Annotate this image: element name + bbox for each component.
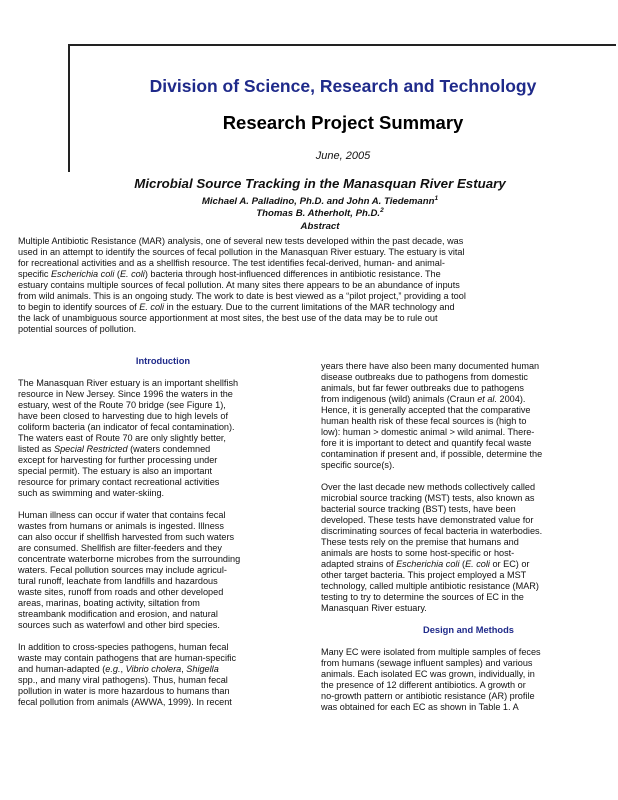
publication-date: June, 2005 bbox=[315, 150, 371, 162]
text-line: In addition to cross-species pathogens, human fecal bbox=[18, 642, 229, 652]
text-line: spp., and many viral pathogens). Thus, human fecal bbox=[18, 675, 228, 685]
abstract-line: for recreational activities and as a shellfish resource. The test identifies fecal-derived, human- and animal- bbox=[18, 258, 445, 268]
text-line: The Manasquan River estuary is an important shellfish bbox=[18, 378, 239, 388]
text-line: was obtained for each EC as shown in Table 1. A bbox=[321, 702, 519, 712]
text-line: Over the last decade new methods collectively called bbox=[321, 482, 536, 492]
paragraph bbox=[18, 378, 308, 499]
affiliation-mark: 1 bbox=[434, 195, 439, 202]
text-line: technology, called multiple antibiotic resistance (MAR) bbox=[321, 581, 539, 591]
right-column bbox=[321, 361, 616, 713]
text-line: areas, marinas, boating activity, siltation from bbox=[18, 598, 200, 608]
text-line: the presence of 12 different antibiotics. A growth or bbox=[321, 680, 526, 690]
text-line: animals, but far fewer outbreaks due to pathogens bbox=[321, 383, 524, 393]
introduction-heading: Introduction bbox=[135, 356, 191, 366]
abstract-line: used in an attempt to identify the sources of fecal pollution in the Manasquan River estuary. The estuary is vital bbox=[18, 247, 465, 257]
text-line: The waters east of Route 70 are only slightly better, bbox=[18, 433, 226, 443]
text-line: no-growth pattern or antibiotic resistance (AR) profile bbox=[321, 691, 535, 701]
text-line: animals are hosts to some host-specific or host- bbox=[321, 548, 515, 558]
abstract-line: potential sources of pollution. bbox=[18, 324, 137, 334]
text-line: testing to try to determine the sources of EC in the bbox=[321, 592, 524, 602]
text-line: Manasquan River estuary. bbox=[321, 603, 427, 613]
paragraph bbox=[18, 510, 308, 631]
text-line: except for harvesting for further processing under bbox=[18, 455, 218, 465]
text-line: adapted strains of Escherichia coli (E. coli or EC) or bbox=[321, 559, 530, 569]
design-methods-heading: Design and Methods bbox=[423, 625, 514, 635]
abstract-line: the lack of unambiguous source apportionment at most sites, the best use of the data may be to rule out bbox=[18, 313, 438, 323]
text-line: can also occur if shellfish harvested from such waters bbox=[18, 532, 235, 542]
text-line: fecal pollution from animals (AWWA, 1999). In recent bbox=[18, 697, 232, 707]
text-line: Human illness can occur if water that contains fecal bbox=[18, 510, 226, 520]
text-line: sources such as waterfowl and other bird species. bbox=[18, 620, 220, 630]
text-line: waste sites, runoff from roads and other developed bbox=[18, 587, 224, 597]
text-line: Many EC were isolated from multiple samples of feces bbox=[321, 647, 541, 657]
text-line: special permit). The estuary is also an important bbox=[18, 466, 213, 476]
text-line: microbial source tracking (MST) tests, also known as bbox=[321, 493, 535, 503]
paragraph bbox=[321, 482, 616, 614]
text-line: resource for primary contact recreational activities bbox=[18, 477, 220, 487]
text-line: fore it is important to detect and quantify fecal waste bbox=[321, 438, 532, 448]
text-line: tural runoff, leachate from landfills and hazardous bbox=[18, 576, 218, 586]
text-line: bacterial source tracking (BST) tests, have been bbox=[321, 504, 516, 514]
text-line: have been closed to harvesting due to high levels of bbox=[18, 411, 229, 421]
header-box bbox=[68, 44, 616, 172]
text-line: coliform bacteria (an indicator of fecal contamination). bbox=[18, 422, 235, 432]
text-line: resource in New Jersey. Since 1996 the waters in the bbox=[18, 389, 233, 399]
abstract-heading: Abstract bbox=[300, 221, 340, 232]
authors-line-2 bbox=[0, 207, 618, 219]
text-line: wastes from humans or animals is ingested. Illness bbox=[18, 521, 224, 531]
abstract-line: estuary contains multiple sources of fecal pollution. At many sites there appears to be an abundance of inputs bbox=[18, 280, 460, 290]
text-line: waters. Fecal pollution sources may include agricul- bbox=[18, 565, 227, 575]
text-line: discriminating sources of fecal bacteria in waterbodies. bbox=[321, 526, 543, 536]
text-line: concentrate waterborne microbes from the surrounding bbox=[18, 554, 241, 564]
left-column bbox=[18, 356, 308, 708]
text-line: These tests rely on the premise that humans and bbox=[321, 537, 519, 547]
abstract-text bbox=[18, 236, 614, 335]
text-line: from indigenous (wild) animals (Craun et al. 2004). bbox=[321, 394, 526, 404]
text-line: years there have also been many documented human bbox=[321, 361, 540, 371]
text-line: contamination if present and, if possible, determine the bbox=[321, 449, 543, 459]
text-line: low): human > domestic animal > wild animal. There- bbox=[321, 427, 535, 437]
abstract-line: to begin to identify sources of E. coli in the estuary. Due to the current limitations of the MAR technology and bbox=[18, 302, 455, 312]
text-line: human health risk of these fecal sources is (high to bbox=[321, 416, 527, 426]
abstract-line: specific Escherichia coli (E. coli) bacteria through host-influenced differences in antibiotic resistance. The bbox=[18, 269, 441, 279]
abstract-line: Multiple Antibiotic Resistance (MAR) analysis, one of several new tests developed within the past decade, was bbox=[18, 236, 464, 246]
text-line: estuary, west of the Route 70 bridge (see Figure 1), bbox=[18, 400, 226, 410]
text-line: animals. Each isolated EC was grown, individually, in bbox=[321, 669, 535, 679]
paragraph bbox=[18, 642, 308, 708]
report-type-title: Research Project Summary bbox=[222, 112, 464, 133]
text-line: waste may contain pathogens that are human-specific bbox=[18, 653, 237, 663]
division-title: Division of Science, Research and Technology bbox=[149, 76, 537, 96]
text-line: from humans (sewage influent samples) and various bbox=[321, 658, 533, 668]
text-line: Hence, it is generally accepted that the comparative bbox=[321, 405, 531, 415]
text-line: are consumed. Shellfish are filter-feeders and they bbox=[18, 543, 222, 553]
text-line: listed as Special Restricted (waters condemned bbox=[18, 444, 211, 454]
text-line: and human-adapted (e.g., Vibrio cholera, Shigella bbox=[18, 664, 219, 674]
abstract-line: from wild animals. This is an ongoing study. The work to date is best viewed as a “pilot project,” providing a tool bbox=[18, 291, 466, 301]
article-title: Microbial Source Tracking in the Manasquan River Estuary bbox=[134, 176, 506, 191]
authors-text: Michael A. Palladino, Ph.D. and John A. Tiedemann bbox=[201, 196, 435, 207]
text-line: pollution in water is more hazardous to humans than bbox=[18, 686, 230, 696]
text-line: developed. These tests have demonstrated value for bbox=[321, 515, 534, 525]
text-line: other target bacteria. This project employed a MST bbox=[321, 570, 527, 580]
text-line: such as swimming and water-skiing. bbox=[18, 488, 165, 498]
affiliation-mark: 2 bbox=[380, 207, 384, 214]
authors-text: Thomas B. Atherholt, Ph.D. bbox=[256, 208, 381, 219]
text-line: disease outbreaks due to pathogens from domestic bbox=[321, 372, 528, 382]
authors-line-1 bbox=[0, 195, 618, 207]
text-line: specific source(s). bbox=[321, 460, 395, 470]
paragraph bbox=[321, 647, 616, 713]
text-line: streambank modification and erosion, and natural bbox=[18, 609, 218, 619]
paragraph bbox=[321, 361, 616, 471]
